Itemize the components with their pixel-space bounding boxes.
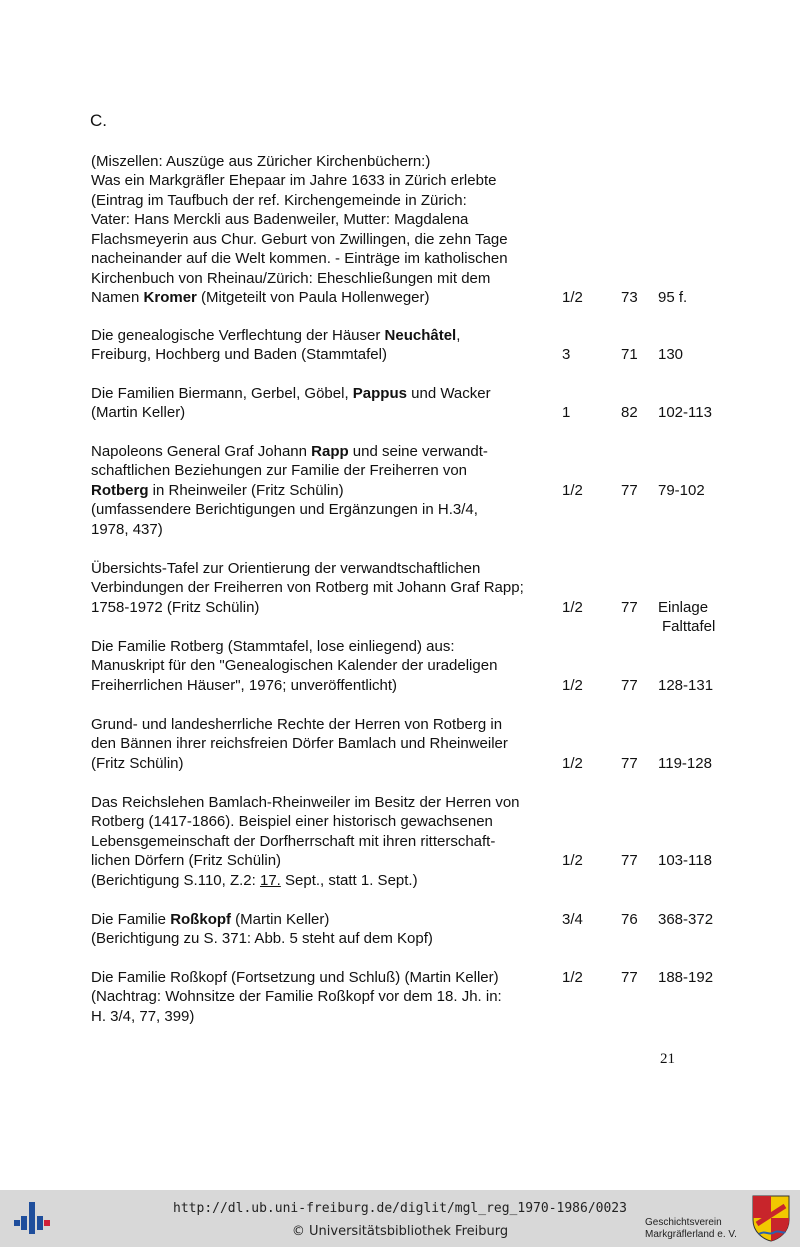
footer-copyright: © Universitätsbibliothek Freiburg — [291, 1224, 509, 1239]
entry-title-line: Was ein Markgräfler Ehepaar im Jahre 1633 in Zürich erlebte — [91, 172, 497, 189]
entry-pages: Einlage — [658, 598, 709, 616]
entry-band: 77 — [621, 968, 638, 986]
entry-title-line: Manuskript für den "Genealogischen Kalender der uradeligen — [91, 657, 498, 674]
entry-title-line: schaftlichen Beziehungen zur Familie der Freiherren von — [91, 462, 468, 479]
entry-pages: 188-192 — [658, 968, 714, 986]
entry-heft: 1/2 — [562, 289, 583, 306]
entry-title-line: (Berichtigung S.110, Z.2: 17. Sept., statt 1. Sept.) — [91, 871, 418, 889]
entry-heft: 3/4 — [562, 910, 583, 928]
entry-title-line: (Martin Keller) — [91, 404, 186, 421]
entry-title-line: Lebensgemeinschaft der Dorfherrschaft mit ihren ritterschaft- — [91, 832, 496, 850]
entry-title-line: Übersichts-Tafel zur Orientierung der verwandtschaftlichen — [91, 559, 481, 577]
entry-title-line: H. 3/4, 77, 399) — [91, 1007, 195, 1025]
entry-heft: 1/2 — [562, 754, 583, 772]
entry-title-line: Die Familie Roßkopf (Fortsetzung und Schluß) (Martin Keller) — [91, 968, 499, 986]
entry-band: 73 — [621, 289, 638, 306]
entry-heft: 1/2 — [562, 676, 583, 694]
entry-band: 77 — [621, 676, 638, 694]
entry-title-line: (Fritz Schülin) — [91, 754, 184, 772]
entry-band: 82 — [621, 404, 638, 421]
entry-title-line: (Berichtigung zu S. 371: Abb. 5 steht auf dem Kopf) — [91, 930, 433, 947]
entry-title-line: (Miszellen: Auszüge aus Züricher Kirchenbüchern:) — [91, 152, 431, 170]
entry-title-line: Verbindungen der Freiherren von Rotberg mit Johann Graf Rapp; — [91, 579, 524, 596]
entry-title-line: Rotberg in Rheinweiler (Fritz Schülin) — [91, 481, 344, 499]
entry-heft: 1 — [562, 404, 571, 421]
entry-title-line: Namen Kromer (Mitgeteilt von Paula Hollenweger) — [91, 289, 430, 306]
bold-name: Neuchâtel — [384, 326, 457, 344]
entry-title-line: den Bännen ihrer reichsfreien Dörfer Bamlach und Rheinweiler — [91, 735, 508, 752]
society-line-1: Geschichtsverein — [645, 1217, 722, 1228]
entry-title-line: Grund- und landesherrliche Rechte der Herren von Rotberg in — [91, 715, 503, 733]
entry-band: 77 — [621, 481, 638, 499]
entry-pages: 79-102 — [658, 481, 705, 499]
entry-band: 77 — [621, 754, 638, 772]
bold-name: Pappus — [352, 384, 407, 402]
entry-pages: 130 — [658, 346, 684, 363]
entry-title-line: (Nachtrag: Wohnsitze der Familie Roßkopf vor dem 18. Jh. in: — [91, 988, 502, 1005]
entry-title-line: Die Familie Roßkopf (Martin Keller) — [91, 910, 330, 928]
entry-heft: 1/2 — [562, 968, 583, 986]
bold-name: Rotberg — [91, 481, 149, 499]
entry-pages: 102-113 — [658, 404, 712, 421]
entry-pages: 368-372 — [658, 910, 714, 928]
entry-title-line: lichen Dörfern (Fritz Schülin) — [91, 852, 282, 869]
entry-title-line: Das Reichslehen Bamlach-Rheinweiler im Besitz der Herren von — [91, 793, 520, 811]
underlined-text: 17. — [259, 871, 281, 889]
entry-title-line: 1978, 437) — [91, 520, 163, 538]
entry-title-line: (umfassendere Berichtigungen und Ergänzungen in H.3/4, — [91, 501, 478, 518]
entry-title-line: (Eintrag im Taufbuch der ref. Kirchengemeinde in Zürich: — [91, 191, 467, 209]
entry-band: 71 — [621, 346, 638, 363]
entry-title-line: Flachsmeyerin aus Chur. Geburt von Zwillingen, die zehn Tage — [91, 230, 508, 248]
entry-heft: 1/2 — [562, 481, 583, 499]
entry-title-line: 1758-1972 (Fritz Schülin) — [91, 598, 260, 616]
bold-name: Roßkopf — [170, 910, 232, 928]
entry-title-line: Kirchenbuch von Rheinau/Zürich: Eheschließungen mit dem — [91, 269, 491, 287]
entry-title-line: nacheinander auf die Welt kommen. - Einträge im katholischen — [91, 250, 508, 267]
entry-heft: 1/2 — [562, 598, 583, 616]
entry-pages-note: Falttafel — [662, 618, 716, 635]
footer-url-link[interactable]: http://dl.ub.uni-freiburg.de/diglit/mgl_reg_1970-1986/0023 — [173, 1201, 627, 1216]
entry-title-line: Rotberg (1417-1866). Beispiel einer historisch gewachsenen — [91, 813, 493, 830]
entry-band: 77 — [621, 598, 638, 616]
entry-title-line: Freiburg, Hochberg und Baden (Stammtafel) — [91, 346, 387, 363]
section-letter: C. — [90, 111, 107, 130]
society-name — [645, 1217, 737, 1241]
entry-heft: 1/2 — [562, 852, 583, 869]
entry-title-line: Napoleons General Graf Johann Rapp und seine verwandt- — [91, 442, 488, 460]
entry-pages: 119-128 — [658, 754, 712, 772]
entry-title-line: Die Familie Rotberg (Stammtafel, lose einliegend) aus: — [91, 637, 455, 655]
entry-pages: 128-131 — [658, 676, 714, 694]
entry-pages: 95 f. — [658, 289, 688, 306]
society-line-2: Markgräflerland e. V. — [645, 1229, 737, 1240]
bold-name: Rapp — [311, 442, 349, 460]
entry-title-line: Vater: Hans Merckli aus Badenweiler, Mutter: Magdalena — [91, 211, 469, 228]
entry-title-line: Freiherrlichen Häuser", 1976; unveröffentlicht) — [91, 676, 398, 694]
entry-title-line: Die genealogische Verflechtung der Häuser Neuchâtel, — [91, 326, 461, 344]
entry-band: 76 — [621, 910, 638, 928]
page-number: 21 — [660, 1051, 675, 1067]
coat-of-arms-icon[interactable] — [751, 1194, 791, 1242]
entry-heft: 3 — [562, 346, 571, 363]
entry-title-line: Die Familien Biermann, Gerbel, Göbel, Pappus und Wacker — [91, 384, 491, 402]
entry-pages: 103-118 — [658, 852, 712, 869]
entry-band: 77 — [621, 852, 638, 869]
bold-name: Kromer — [143, 289, 197, 306]
